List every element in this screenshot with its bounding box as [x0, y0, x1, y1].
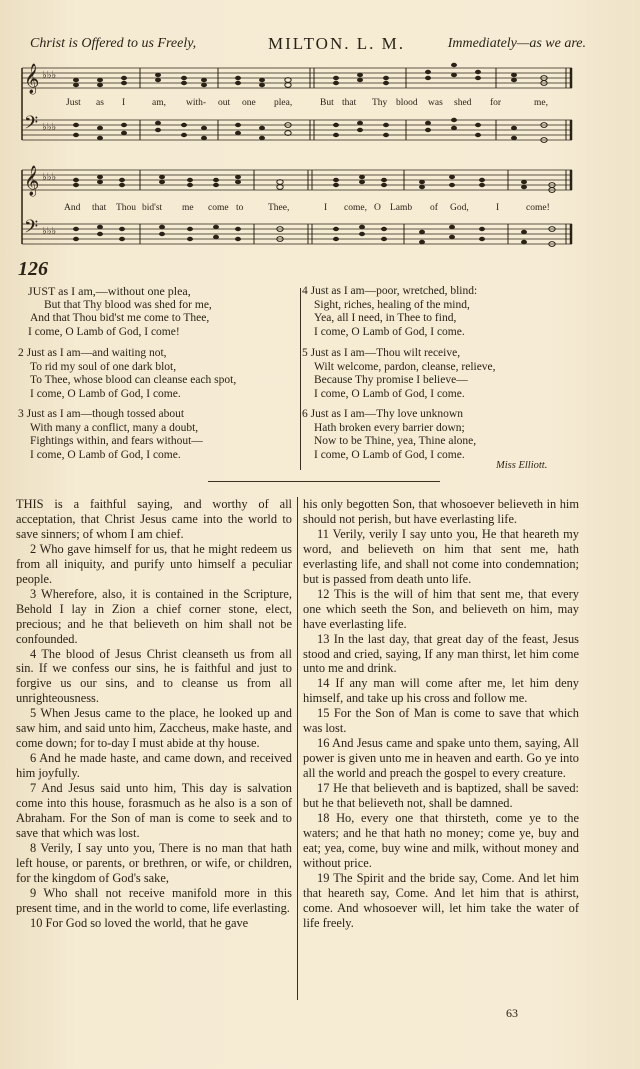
- reading-column-left: [16, 497, 292, 931]
- section-rule: [208, 481, 440, 482]
- tune-header: [30, 34, 586, 54]
- svg-text:♭♭♭: ♭♭♭: [42, 226, 57, 237]
- verse-line: 5 Just as I am—Thou wilt receive,: [302, 347, 461, 359]
- reading-paragraph: 18 Ho, every one that thirsteth, come ye to the waters; and he that hath no money; come ye, buy and eat; yea, come, buy wine and milk, without money and without price.: [303, 811, 579, 870]
- verse-line: To rid my soul of one dark blot,: [30, 360, 177, 373]
- lyric: of: [430, 203, 438, 213]
- lyric: for: [490, 98, 502, 108]
- lyric: Lamb: [390, 203, 413, 213]
- hymn-author: Miss Elliott.: [496, 460, 548, 471]
- reading-paragraph: THIS is a faithful saying, and worthy of all acceptation, that Christ Jesus came into the world to save sinners; of whom I am chief.: [16, 497, 292, 541]
- verse-line: I come, O Lamb of God, I come.: [314, 387, 465, 400]
- bass-staff-1: [22, 120, 572, 140]
- lyric: come: [208, 203, 229, 213]
- verse-line: I come, O Lamb of God, I come!: [28, 325, 180, 338]
- verse-6: [302, 408, 476, 462]
- verse-2: [18, 347, 236, 401]
- lyric: And: [64, 203, 81, 213]
- lyric: that: [92, 203, 107, 213]
- lyric: to: [236, 203, 244, 213]
- verse-line: I come, O Lamb of God, I come.: [314, 325, 465, 338]
- lyric: with-: [186, 98, 207, 108]
- reading-paragraph: his only begotten Son, that whosoever believeth in him should not perish, but have everlasting life.: [303, 497, 579, 526]
- reading-paragraph: 17 He that believeth and is baptized, shall be saved: but he that believeth not, shall be damned.: [303, 781, 579, 811]
- lyric: I: [324, 203, 328, 213]
- treble-staff-1: [22, 68, 572, 88]
- verse-line: Sight, riches, healing of the mind,: [314, 298, 470, 311]
- verse-line: 3 Just as I am—though tossed about: [18, 408, 185, 420]
- treble-staff-2: [22, 170, 572, 190]
- verse-line: I come, O Lamb of God, I come.: [30, 448, 181, 461]
- lyric: as: [96, 98, 104, 108]
- lyric: out: [218, 98, 231, 108]
- reading-paragraph: 19 The Spirit and the bride say, Come. And let him that heareth say, Come. And let him that is athirst, come. And whosoever will, let him take the water of life freely.: [303, 870, 579, 930]
- reading-paragraph: 12 This is the will of him that sent me, that every one which seeth the Son, and believeth on him, may have everlasting life.: [303, 586, 579, 631]
- music-system-1: [18, 62, 576, 154]
- reading-paragraph: 9 Who shall not receive manifold more in this present time, and in the world to come, life everlasting.: [16, 885, 292, 915]
- reading-paragraph: 7 And Jesus said unto him, This day is salvation come into this house, forasmuch as he also is a son of Abraham. For the Son of man is come to seek and to save that which was lost.: [16, 781, 292, 840]
- lyric: blood: [396, 98, 418, 108]
- lyric: shed: [454, 98, 472, 108]
- reading-paragraph: 4 The blood of Jesus Christ cleanseth us from all sin. If we confess our sins, he is faithful and just to forgive us our sins, and to cleanse us from all unrighteousness.: [16, 646, 292, 706]
- verse-line: With many a conflict, many a doubt,: [30, 421, 199, 434]
- reading-paragraph: 15 For the Son of Man is come to save that which was lost.: [303, 706, 579, 736]
- reading-paragraph: 13 In the last day, that great day of the feast, Jesus stood and cried, saying, If any man thirst, let him come unto me and drink.: [303, 631, 579, 676]
- page-number: 63: [506, 1006, 518, 1020]
- verse-line: Fightings within, and fears without—: [30, 435, 203, 448]
- lyric: Just: [66, 98, 81, 108]
- reading-paragraph: 6 And he made haste, and came down, and received him joyfully.: [16, 751, 292, 781]
- reading-paragraph: 2 Who gave himself for us, that he might redeem us from all iniquity, and purify unto himself a peculiar people.: [16, 541, 292, 586]
- svg-text:𝄢: 𝄢: [24, 217, 39, 242]
- verse-line: Yea, all I need, in Thee to find,: [314, 312, 457, 325]
- header-subject: Christ is Offered to us Freely,: [30, 36, 197, 51]
- lyric: I: [122, 98, 126, 108]
- treble-clef-icon: 𝄞: [24, 64, 40, 94]
- column-divider: [297, 497, 298, 1000]
- verse-line: 4 Just as I am—poor, wretched, blind:: [302, 285, 478, 297]
- reading-paragraph: 5 When Jesus came to the place, he looked up and saw him, and said unto him, Zaccheus, make haste, and come down; for to-day I must abide at thy house.: [16, 706, 292, 751]
- reading-paragraph: 14 If any man will come after me, let him deny himself, and take up his cross and follow me.: [303, 676, 579, 706]
- verse-divider: [300, 288, 301, 470]
- lyric: that: [342, 98, 357, 108]
- lyric: come!: [526, 203, 550, 213]
- lyric: was: [428, 98, 443, 108]
- verse-line: Wilt welcome, pardon, cleanse, relieve,: [314, 360, 496, 373]
- verse-5: [302, 347, 496, 401]
- reading-paragraph: 11 Verily, verily I say unto you, He that heareth my word, and believeth on him that sent me, hath everlasting life, and shall not come into condemnation; but is passed from death unto life.: [303, 526, 579, 586]
- verse-3: [18, 408, 203, 462]
- verse-4: [302, 285, 477, 339]
- bass-clef-icon: 𝄢: [24, 113, 39, 138]
- lyric: come,: [344, 203, 367, 213]
- lyric: I: [496, 203, 500, 213]
- lyric: O: [374, 203, 381, 213]
- lyric: Thou: [116, 203, 137, 213]
- reading-column-right: [303, 497, 579, 931]
- lyric: me: [182, 203, 194, 213]
- svg-text:♭♭♭: ♭♭♭: [42, 172, 57, 183]
- lyric: am,: [152, 98, 166, 108]
- verse-line: 2 Just as I am—and waiting not,: [18, 347, 167, 359]
- verse-line: Now to be Thine, yea, Thine alone,: [314, 435, 477, 448]
- verse-line: And that Thou bid'st me come to Thee,: [30, 312, 210, 325]
- lyric: God,: [450, 203, 469, 213]
- verse-line: I come, O Lamb of God, I come.: [314, 448, 465, 461]
- verse-line: JUST as I am,—without one plea,: [28, 284, 191, 298]
- verse-line: But that Thy blood was shed for me,: [44, 298, 212, 311]
- verse-1: [28, 285, 212, 339]
- verse-line: Because Thy promise I believe—: [314, 374, 468, 387]
- svg-text:♭♭♭: ♭♭♭: [42, 122, 57, 133]
- bass-staff-2: [22, 224, 572, 244]
- reading-paragraph: 3 Wherefore, also, it is contained in the Scripture, Behold I lay in Zion a chief corner stone, elect, precious; and he that believeth on him shall not be confounded.: [16, 586, 292, 646]
- flat-key-icon: ♭♭♭: [42, 70, 57, 81]
- hymn-number: 126: [18, 258, 48, 280]
- lyric: But: [320, 98, 334, 108]
- lyric: bid'st: [142, 203, 163, 213]
- verse-line: Hath broken every barrier down;: [314, 421, 465, 434]
- reading-paragraph: 16 And Jesus came and spake unto them, saying, All power is given unto me in heaven and earth. Go ye into all the world and preach the gospel to every creature.: [303, 736, 579, 781]
- reading-paragraph: 8 Verily, I say unto you, There is no man that hath left house, or parents, or brethren, or wife, or children, for the kingdom of God's sake,: [16, 840, 292, 885]
- lyric: Thy: [372, 98, 388, 108]
- svg-text:𝄞: 𝄞: [24, 166, 40, 196]
- lyric: one: [242, 98, 256, 108]
- lyric: Thee,: [268, 203, 290, 213]
- verse-line: 6 Just as I am—Thy love unknown: [302, 408, 463, 420]
- header-tempo: Immediately—as we are.: [447, 36, 586, 51]
- tune-name: MILTON. L. M.: [268, 34, 405, 53]
- lyric: me,: [534, 98, 548, 108]
- verse-line: I come, O Lamb of God, I come.: [30, 387, 181, 400]
- reading-paragraph: 10 For God so loved the world, that he gave: [30, 915, 249, 930]
- lyric: plea,: [274, 98, 293, 108]
- verse-line: To Thee, whose blood can cleanse each spot,: [30, 374, 237, 387]
